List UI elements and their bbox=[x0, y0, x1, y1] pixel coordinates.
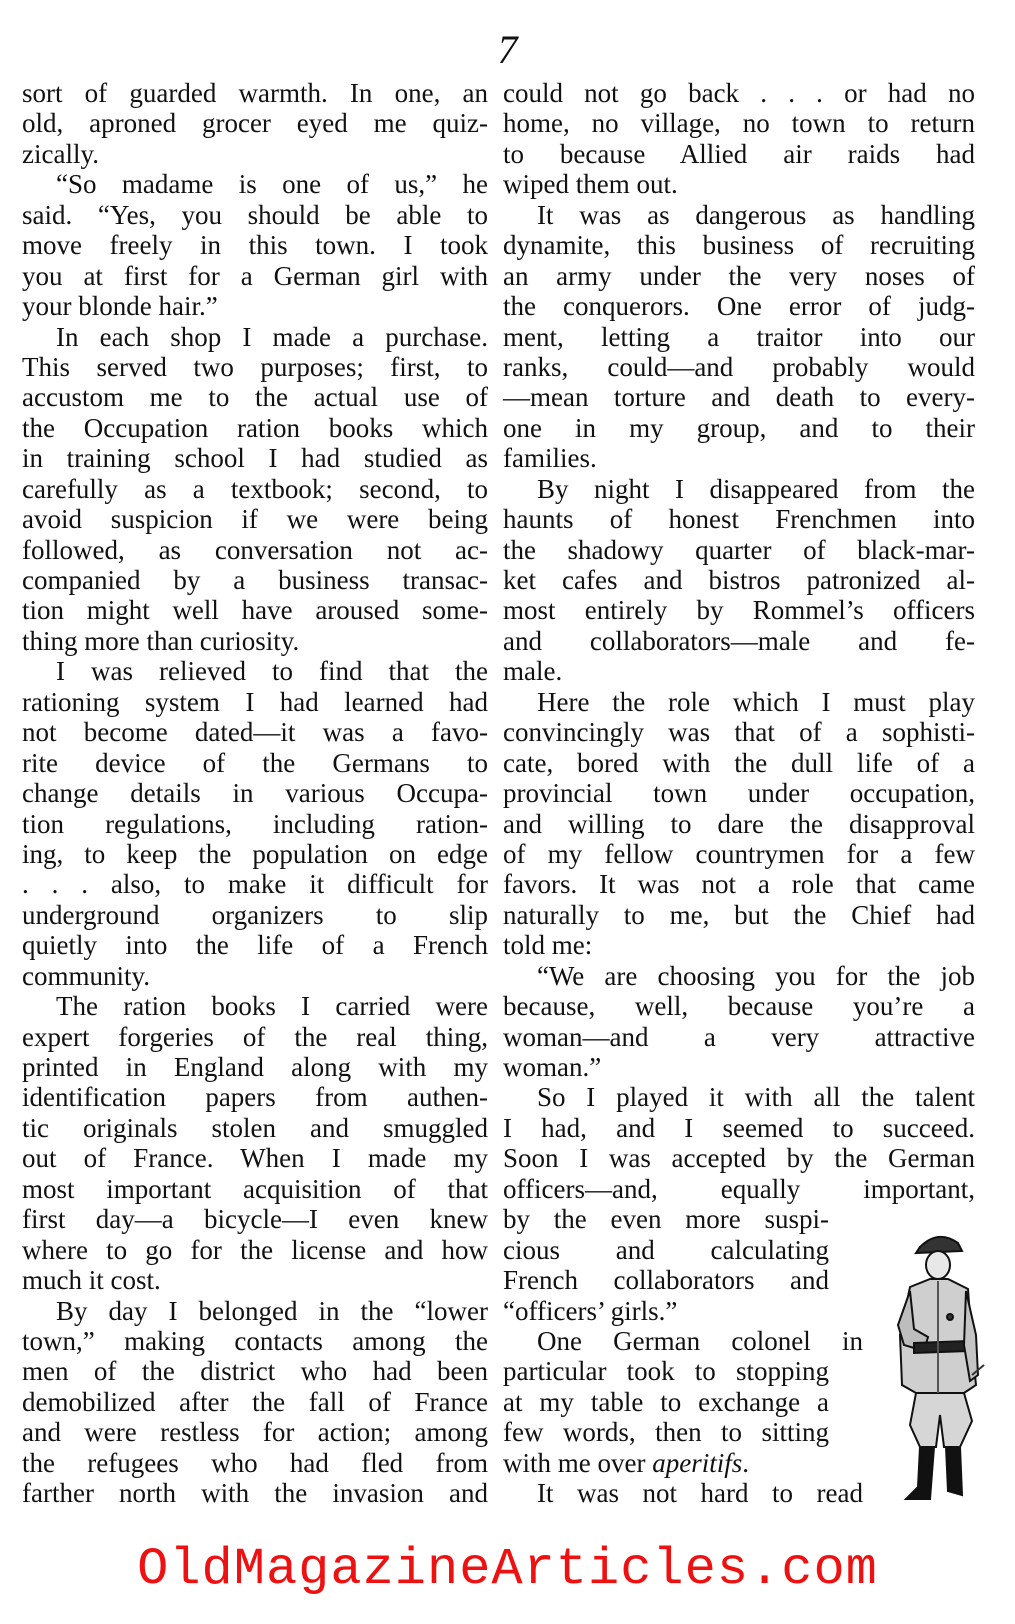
text-line bbox=[22, 382, 488, 412]
text-line bbox=[503, 504, 975, 534]
text-line bbox=[503, 108, 975, 138]
text-line-content: I had, and I seemed to succeed. bbox=[503, 1112, 975, 1143]
text-line bbox=[503, 1478, 863, 1508]
text-line-content: identification papers from authen- bbox=[22, 1082, 488, 1113]
text-line-content: by the even more suspi- bbox=[503, 1204, 829, 1235]
text-line-content: most important acquisition of that bbox=[22, 1173, 488, 1204]
text-line bbox=[503, 352, 975, 382]
text-line-content: families. bbox=[503, 443, 597, 474]
text-line-content: particular took to stopping bbox=[503, 1356, 829, 1387]
text-line-content: provincial town under occupation, bbox=[503, 778, 975, 809]
text-line-content: rationing system I had learned had bbox=[22, 686, 488, 717]
text-line bbox=[503, 717, 975, 747]
text-line bbox=[503, 778, 975, 808]
text-line-content: move freely in this town. I took bbox=[22, 230, 488, 261]
text-line-content: sort of guarded warmth. In one, an bbox=[22, 78, 488, 108]
text-line bbox=[22, 474, 488, 504]
text-line bbox=[503, 443, 975, 473]
text-line bbox=[503, 595, 975, 625]
text-line-content: said. “Yes, you should be able to bbox=[22, 199, 488, 230]
text-line-content: This served two purposes; first, to bbox=[22, 351, 488, 382]
text-line-content: thing more than curiosity. bbox=[22, 625, 300, 656]
text-line bbox=[22, 656, 488, 686]
text-line-content: male. bbox=[503, 656, 563, 687]
text-line-content: carefully as a textbook; second, to bbox=[22, 473, 488, 504]
text-line bbox=[503, 1417, 829, 1447]
text-line-content: printed in England along with my bbox=[22, 1052, 488, 1082]
text-line bbox=[22, 535, 488, 565]
text-line bbox=[22, 687, 488, 717]
italic-word: aperitifs bbox=[652, 1447, 743, 1478]
left-column bbox=[22, 78, 488, 1509]
text-line bbox=[22, 717, 488, 747]
text-line bbox=[22, 595, 488, 625]
text-line bbox=[22, 413, 488, 443]
text-line bbox=[22, 1417, 488, 1447]
text-line bbox=[22, 230, 488, 260]
text-line-content: ket cafes and bistros patronized al- bbox=[503, 565, 975, 595]
text-line-content: naturally to me, but the Chief had bbox=[503, 899, 975, 930]
text-line-content: expert forgeries of the real thing, bbox=[22, 1021, 488, 1052]
text-line-content: the Occupation ration books which bbox=[22, 412, 488, 443]
text-line bbox=[503, 200, 975, 230]
text-line-content: woman—and a very attractive bbox=[503, 1021, 975, 1052]
text-line-content: ing, to keep the population on edge bbox=[22, 838, 488, 869]
text-line-content: favors. It was not a role that came bbox=[503, 869, 975, 900]
text-line bbox=[22, 1448, 488, 1478]
text-line bbox=[22, 991, 488, 1021]
text-line-content: wiped them out. bbox=[503, 169, 678, 200]
text-line-content: the refugees who had fled from bbox=[22, 1447, 488, 1478]
text-line-content: an army under the very noses of bbox=[503, 260, 975, 291]
text-line-content: “So madame is one of us,” he bbox=[56, 169, 488, 200]
text-line-content: and were restless for action; among bbox=[22, 1417, 488, 1448]
page-number: 7 bbox=[497, 27, 518, 72]
text-line bbox=[503, 1387, 829, 1417]
german-officer-illustration-icon bbox=[880, 1225, 1000, 1510]
text-line bbox=[22, 504, 488, 534]
text-line-content: So I played it with all the talent bbox=[537, 1082, 975, 1113]
text-line bbox=[503, 687, 975, 717]
text-line bbox=[22, 1174, 488, 1204]
text-line-content: companied by a business transac- bbox=[22, 565, 488, 595]
text-line-content: woman.” bbox=[503, 1052, 602, 1082]
text-line-content: tion regulations, including ration- bbox=[22, 808, 488, 839]
text-line bbox=[503, 1326, 863, 1356]
text-line-content: “We are choosing you for the job bbox=[537, 960, 975, 991]
text-line bbox=[22, 1296, 488, 1326]
text-line-content: few words, then to sitting bbox=[503, 1417, 829, 1448]
text-line-content: zically. bbox=[22, 138, 99, 169]
text-line-content: rite device of the Germans to bbox=[22, 747, 488, 778]
text-line-content: “officers’ girls.” bbox=[503, 1295, 678, 1326]
text-line-content: convincingly was that of a sophisti- bbox=[503, 717, 975, 748]
text-line bbox=[503, 1143, 975, 1173]
text-line-content: old, aproned grocer eyed me quiz- bbox=[22, 108, 488, 139]
text-line bbox=[22, 1326, 488, 1356]
text-line bbox=[503, 230, 975, 260]
text-line-content: change details in various Occupa- bbox=[22, 778, 488, 809]
text-line bbox=[22, 900, 488, 930]
text-line bbox=[22, 322, 488, 352]
text-line bbox=[503, 322, 975, 352]
text-line bbox=[22, 778, 488, 808]
text-line bbox=[22, 78, 488, 108]
text-line bbox=[22, 443, 488, 473]
text-line bbox=[22, 1082, 488, 1112]
text-line-content: at my table to exchange a bbox=[503, 1386, 829, 1417]
text-line-content: By day I belonged in the “lower bbox=[56, 1295, 488, 1326]
text-line bbox=[503, 169, 975, 199]
text-line-content: underground organizers to slip bbox=[22, 899, 488, 930]
text-line bbox=[503, 1204, 829, 1234]
punctuation: . bbox=[742, 1447, 749, 1478]
text-line bbox=[503, 991, 975, 1021]
text-line bbox=[503, 1265, 829, 1295]
watermark-logo: OldMagazineArticles.com bbox=[137, 1540, 878, 1599]
text-line-content: the shadowy quarter of black-mar- bbox=[503, 534, 975, 565]
text-line bbox=[22, 961, 488, 991]
text-line bbox=[503, 565, 975, 595]
text-line bbox=[503, 382, 975, 412]
text-line-content: first day—a bicycle—I even knew bbox=[22, 1204, 488, 1235]
text-line-content: home, no village, no town to return bbox=[503, 108, 975, 139]
text-line-content: the conquerors. One error of judg- bbox=[503, 291, 975, 322]
text-line-content: accustom me to the actual use of bbox=[22, 382, 488, 413]
text-line-content: cate, bored with the dull life of a bbox=[503, 747, 975, 778]
text-line-content: quietly into the life of a French bbox=[22, 930, 488, 961]
text-line bbox=[503, 1052, 975, 1082]
text-line bbox=[22, 1235, 488, 1265]
text-line bbox=[22, 108, 488, 138]
text-line-content: out of France. When I made my bbox=[22, 1143, 488, 1174]
text-line bbox=[503, 413, 975, 443]
text-line-content: It was not hard to read bbox=[537, 1478, 863, 1509]
text-line-content: tic originals stolen and smuggled bbox=[22, 1112, 488, 1143]
text-line bbox=[503, 1356, 829, 1386]
text-line bbox=[503, 748, 975, 778]
text-line bbox=[503, 1448, 829, 1478]
text-line bbox=[22, 1356, 488, 1386]
text-line bbox=[22, 1143, 488, 1173]
text-line bbox=[22, 748, 488, 778]
text-line-content: and collaborators—male and fe- bbox=[503, 625, 975, 656]
text-line bbox=[503, 1296, 829, 1326]
text-line bbox=[503, 291, 975, 321]
text-line-content: —mean torture and death to every- bbox=[503, 382, 975, 413]
text-line bbox=[503, 1022, 975, 1052]
text-line-content: told me: bbox=[503, 930, 593, 961]
text-line-content: French collaborators and bbox=[503, 1265, 829, 1296]
text-line bbox=[22, 261, 488, 291]
text-line-content: By night I disappeared from the bbox=[537, 473, 975, 504]
text-line bbox=[503, 869, 975, 899]
text-line bbox=[503, 78, 975, 108]
text-line bbox=[22, 169, 488, 199]
text-line-content: farther north with the invasion and bbox=[22, 1478, 488, 1509]
text-line-content: One German colonel in bbox=[537, 1325, 863, 1356]
text-line bbox=[22, 200, 488, 230]
text-line bbox=[22, 809, 488, 839]
text-line bbox=[503, 1082, 975, 1112]
text-line bbox=[503, 261, 975, 291]
text-line-content: your blonde hair.” bbox=[22, 291, 218, 322]
text-line-content: men of the district who had been bbox=[22, 1356, 488, 1387]
text-line bbox=[503, 474, 975, 504]
text-line bbox=[22, 930, 488, 960]
text-line bbox=[22, 139, 488, 169]
text-line-content: demobilized after the fall of France bbox=[22, 1386, 488, 1417]
text-line-content: I was relieved to find that the bbox=[56, 656, 488, 687]
text-line bbox=[503, 839, 975, 869]
text-line-content: Soon I was accepted by the German bbox=[503, 1143, 975, 1174]
text-line bbox=[503, 1235, 829, 1265]
text-line bbox=[503, 535, 975, 565]
text-line-content: It was as dangerous as handling bbox=[537, 199, 975, 230]
text-line-content: of my fellow countrymen for a few bbox=[503, 838, 975, 869]
text-line-content: In each shop I made a purchase. bbox=[56, 321, 488, 352]
text-line-content: officers—and, equally important, bbox=[503, 1173, 975, 1204]
text-line bbox=[22, 1478, 488, 1508]
text-line bbox=[22, 1265, 488, 1295]
text-line-content: cious and calculating bbox=[503, 1234, 829, 1265]
text-line-content: one in my group, and to their bbox=[503, 412, 975, 443]
text-line-content: could not go back . . . or had no bbox=[503, 78, 975, 108]
text-line-content: you at first for a German girl with bbox=[22, 260, 488, 291]
text-line-content: tion might well have aroused some- bbox=[22, 595, 488, 626]
text-line bbox=[22, 1022, 488, 1052]
text-line-content: and willing to dare the disapproval bbox=[503, 808, 975, 839]
text-line-content: ranks, could—and probably would bbox=[503, 351, 975, 382]
text-line bbox=[22, 1387, 488, 1417]
text-line-content: haunts of honest Frenchmen into bbox=[503, 504, 975, 535]
text-line-content: avoid suspicion if we were being bbox=[22, 504, 488, 535]
text-line bbox=[503, 900, 975, 930]
text-line-content: Here the role which I must play bbox=[537, 686, 975, 717]
text-line bbox=[503, 930, 975, 960]
text-line-content: not become dated—it was a favo- bbox=[22, 717, 488, 748]
text-line bbox=[503, 809, 975, 839]
text-line-content: . . . also, to make it difficult for bbox=[22, 869, 488, 900]
text-line-content: to because Allied air raids had bbox=[503, 138, 975, 169]
text-line-content: because, well, because you’re a bbox=[503, 991, 975, 1022]
text-line bbox=[503, 1174, 975, 1204]
text-line bbox=[22, 352, 488, 382]
text-line bbox=[503, 1113, 975, 1143]
text-line bbox=[22, 291, 488, 321]
text-line bbox=[503, 626, 975, 656]
text-line-content: followed, as conversation not ac- bbox=[22, 534, 488, 565]
text-line bbox=[503, 656, 975, 686]
text-line-content: in training school I had studied as bbox=[22, 443, 488, 474]
text-line-content: much it cost. bbox=[22, 1265, 161, 1296]
text-line bbox=[22, 1052, 488, 1082]
text-line bbox=[503, 961, 975, 991]
text-line bbox=[22, 869, 488, 899]
text-line bbox=[22, 839, 488, 869]
text-line bbox=[22, 626, 488, 656]
text-line bbox=[503, 139, 975, 169]
text-line bbox=[22, 565, 488, 595]
text-line-content: town,” making contacts among the bbox=[22, 1325, 488, 1356]
text-line-content: The ration books I carried were bbox=[56, 991, 488, 1022]
text-line-content: ment, letting a traitor into our bbox=[503, 321, 975, 352]
text-line-content: community. bbox=[22, 960, 150, 991]
text-line-content: where to go for the license and how bbox=[22, 1234, 488, 1265]
text-line bbox=[22, 1204, 488, 1234]
text-line-content: with me over bbox=[503, 1447, 653, 1478]
text-line-content: most entirely by Rommel’s officers bbox=[503, 595, 975, 626]
text-line bbox=[22, 1113, 488, 1143]
text-line-content: dynamite, this business of recruiting bbox=[503, 230, 975, 261]
